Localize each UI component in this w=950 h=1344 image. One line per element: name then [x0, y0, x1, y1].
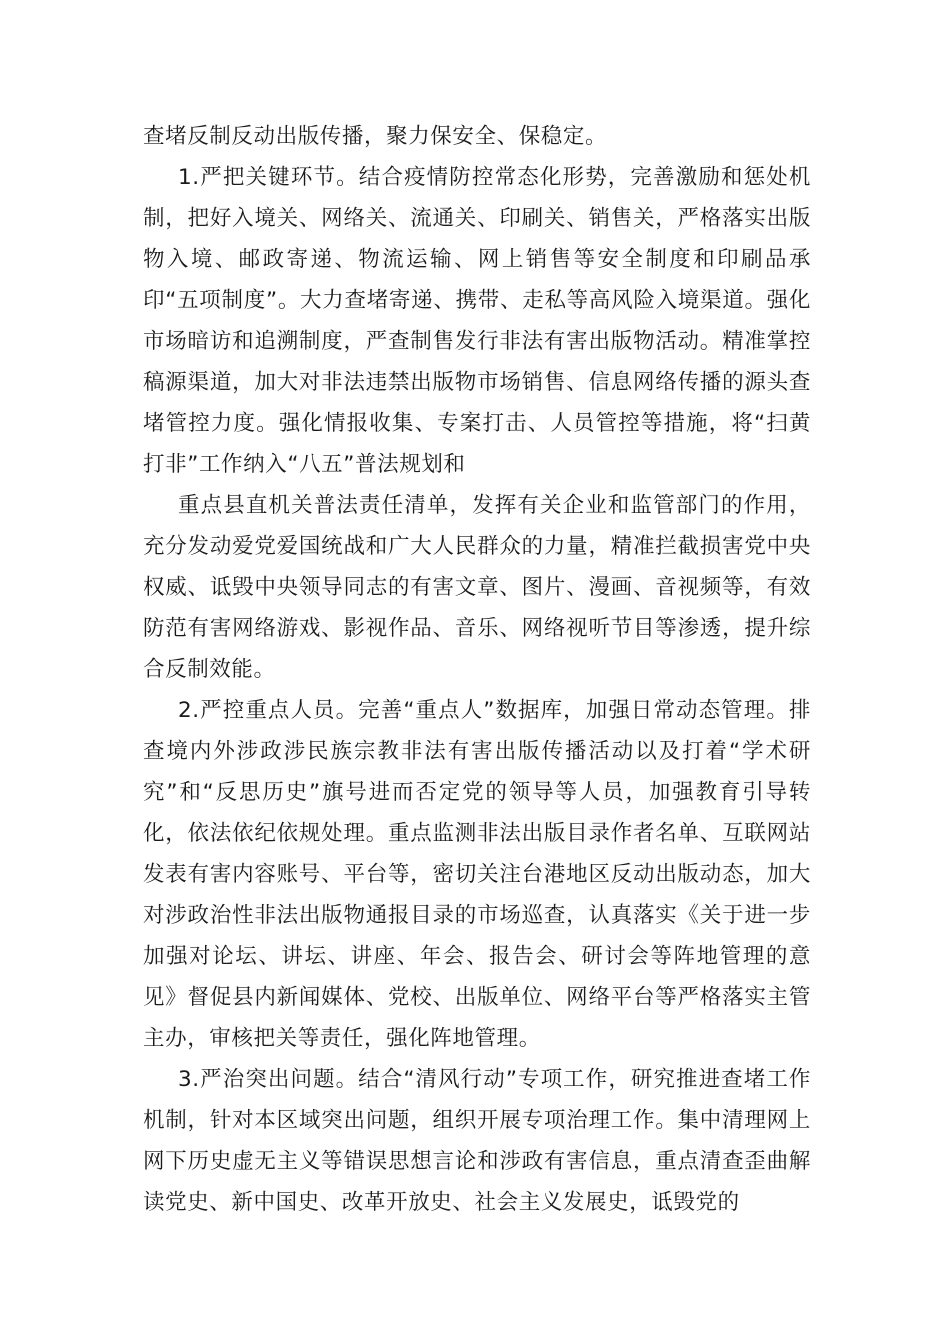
paragraph-section-3: 3.严治突出问题。结合“清风行动”专项工作，研究推进查堵工作机制，针对本区域突出问题，组织开展专项治理工作。集中清理网上网下历史虚无主义等错误思想言论和涉政有害信息，重点清查歪曲解读党史、新中国史、改革开放史、社会主义发展史，诋毁党的 — [143, 1067, 811, 1215]
paragraph-section-1: 1.严把关键环节。结合疫情防控常态化形势，完善激励和惩处机制，把好入境关、网络关、流通关、印刷关、销售关，严格落实出版物入境、邮政寄递、物流运输、网上销售等安全制度和印刷品承印“五项制度”。大力查堵寄递、携带、走私等高风险入境渠道。强化市场暗访和追溯制度，严查制售发行非法有害出版物活动。精准掌控稿源渠道，加大对非法违禁出版物市场销售、信息网络传播的源头查堵管控力度。强化情报收集、专案打击、人员管控等措施，将“扫黄打非”工作纳入“八五”普法规划和 — [143, 165, 811, 477]
paragraph-section-2: 2.严控重点人员。完善“重点人”数据库，加强日常动态管理。排查境内外涉政涉民族宗教非法有害出版传播活动以及打着“学术研究”和“反思历史”旗号进而否定党的领导等人员，加强教育引导转化，依法依纪依规处理。重点监测非法出版目录作者名单、互联网站发表有害内容账号、平台等，密切关注台港地区反动出版动态，加大对涉政治性非法出版物通报目录的市场巡查，认真落实《关于进一步加强对论坛、讲坛、讲座、年会、报告会、研讨会等阵地管理的意见》督促县内新闻媒体、党校、出版单位、网络平台等严格落实主管主办，审核把关等责任，强化阵地管理。 — [143, 698, 811, 1051]
paragraph-intro: 查堵反制反动出版传播，聚力保安全、保稳定。 — [143, 124, 608, 149]
document-body — [143, 116, 811, 1223]
paragraph-section-1-continued: 重点县直机关普法责任清单，发挥有关企业和监管部门的作用，充分发动爱党爱国统战和广大人民群众的力量，精准拦截损害党中央权威、诋毁中央领导同志的有害文章、图片、漫画、音视频等，有效防范有害网络游戏、影视作品、音乐、网络视听节目等渗透，提升综合反制效能。 — [143, 493, 811, 682]
